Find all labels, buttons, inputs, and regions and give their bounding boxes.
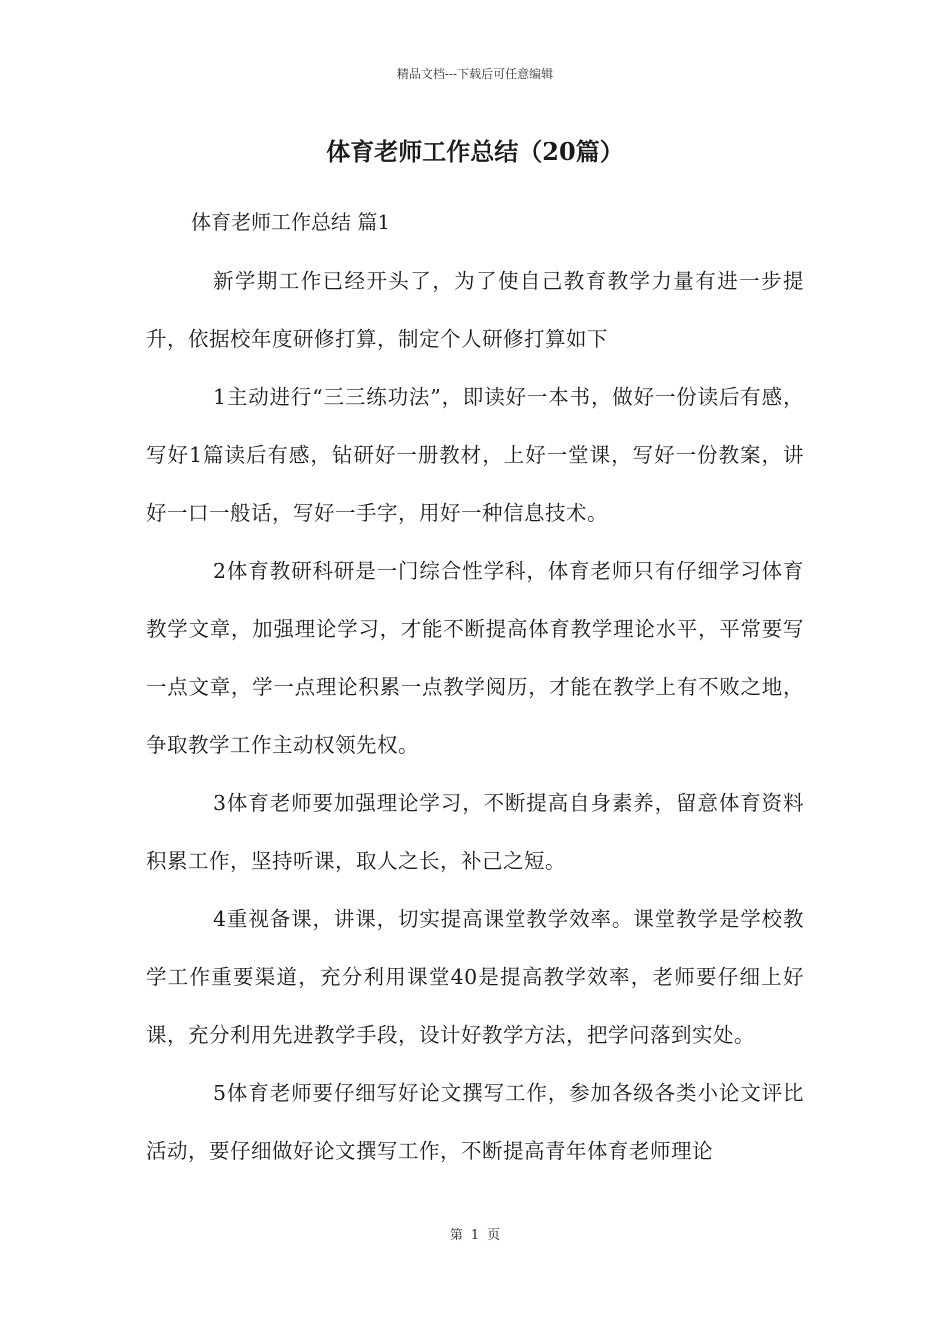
- paragraph-item-1: 1主动进行“三三练功法”，即读好一本书，做好一份读后有感，写好1篇读后有感，钻研好一册教材，上好一堂课，写好一份教案，讲好一口一般话，写好一手字，用好一种信息技术。: [146, 385, 804, 525]
- page-number-footer: [0, 1226, 950, 1246]
- document-body: [146, 252, 804, 1180]
- section-heading: 体育老师工作总结 篇1: [191, 210, 391, 234]
- paragraph-item-4: 4重视备课，讲课，切实提高课堂教学效率。课堂教学是学校教学工作重要渠道，充分利用课堂40是提高教学效率，老师要仔细上好课，充分利用先进教学手段，设计好教学方法，把学问落到实处。: [146, 907, 804, 1047]
- paragraph-item-2: 2体育教研科研是一门综合性学科，体育老师只有仔细学习体育教学文章，加强理论学习，才能不断提高体育教学理论水平，平常要写一点文章，学一点理论积累一点教学阅历，才能在教学上有不败之地，争取教学工作主动权领先权。: [146, 559, 804, 757]
- paragraph-item-3: 3体育老师要加强理论学习，不断提高自身素养，留意体育资料积累工作，坚持听课，取人之长，补己之短。: [146, 791, 804, 873]
- page-number-suffix: 页: [487, 1228, 501, 1243]
- page-number: 1: [470, 1228, 480, 1243]
- document-title: 体育老师工作总结（20篇）: [326, 137, 624, 166]
- paragraph-intro: 新学期工作已经开头了，为了使自己教育教学力量有进一步提升，依据校年度研修打算，制定个人研修打算如下: [146, 269, 804, 351]
- page-number-prefix: 第: [449, 1228, 463, 1243]
- paragraph-item-5: 5体育老师要仔细写好论文撰写工作，参加各级各类小论文评比活动，要仔细做好论文撰写工作，不断提高青年体育老师理论: [146, 1081, 804, 1163]
- header-note: 精品文档---下载后可任意编辑: [396, 67, 554, 81]
